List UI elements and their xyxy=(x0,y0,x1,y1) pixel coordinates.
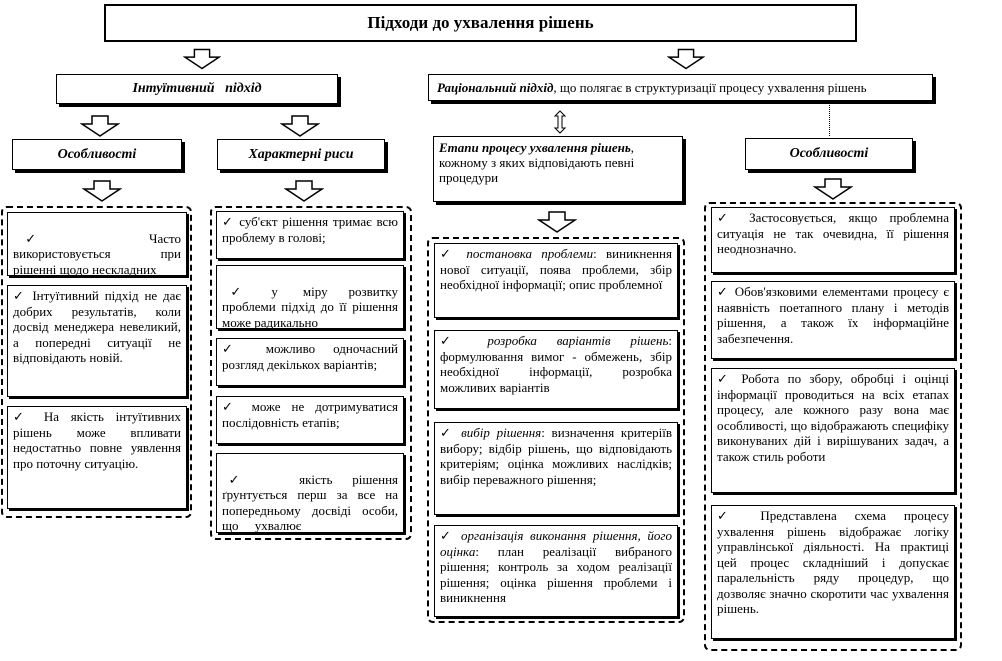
diagram-title xyxy=(104,4,857,42)
arrow-to-traits-icon xyxy=(280,115,320,137)
stage-2-name: розробка варіантів рішень xyxy=(487,333,669,348)
rational-feature-1 xyxy=(711,207,955,273)
stage-3: ✓ вибір рішення: визначення критеріїв вибору; відбір рішень, що відповідають критеріям; оцінка можливих наслідків; вибір переважного рішення; xyxy=(434,422,678,515)
intuitive-features-label: Особливості xyxy=(57,146,137,162)
rational-approach-header xyxy=(428,74,933,101)
intuitive-approach-header xyxy=(56,74,338,104)
trait-3 xyxy=(216,338,404,386)
stage-1: ✓ постановка проблеми: виникнення нової ситуації, поява проблеми, збір необхідної інформації; опис проблемної xyxy=(434,243,678,318)
stage-3-text: : визначення критеріїв вибору; відбір рішень, що відповідають критеріям; оцінка можливих наслідків; вибір переважного рішення; xyxy=(440,425,672,487)
rational-feature-3-text: ✓ Робота по збору, обробці і оцінці інформації проводиться на всіх етапах процесу, але кожного разу вона має особливості, що відображають специфіку виконуваних дій і вирішуваних задач, а також стиль роботи xyxy=(717,371,949,464)
arrow-to-intuitive-features-list-icon xyxy=(82,180,122,202)
trait-5-text: ✓ якість рішення ґрунтується перш за все на попередньому досвіді особи, що ухвалює xyxy=(222,471,415,533)
dotted-connector xyxy=(829,102,830,136)
intuitive-approach-label: Інтуїтивний підхід xyxy=(132,81,262,96)
rational-features-header xyxy=(745,138,913,170)
trait-1 xyxy=(216,211,404,259)
arrow-to-intuitive-features-icon xyxy=(80,115,120,137)
trait-2-text: ✓ у міру розвитку проблеми підхід до її рішення може радикально xyxy=(222,283,402,330)
diagram-title-text: Підходи до ухвалення рішень xyxy=(367,13,594,32)
stage-2: ✓ розробка варіантів рішень: формулювання вимог - обмежень, збір необхідної інформації, розробка можливих варіантів xyxy=(434,330,678,409)
stage-4: ✓ організація виконання рішення, його оцінка: план реалізації вибраного рішення; контроль за ходом реалізації рішення; оцінка рішення проблеми і виникнення xyxy=(434,525,678,617)
rational-approach-description: , що полягає в структуризації процесу ухвалення рішень xyxy=(553,80,867,95)
stages-label: Етапи процесу ухвалення рішень xyxy=(439,140,631,155)
stage-2-text: : формулювання вимог - обмежень, збір необхідної інформації, розробка можливих варіантів xyxy=(440,333,672,395)
intuitive-feature-2 xyxy=(7,285,187,397)
rational-feature-2-text: ✓ Обов'язковими елементами процесу є наявність поетапного плану і методів рішення, а також їх інформаційне забезпечення. xyxy=(717,284,949,346)
intuitive-features-header xyxy=(12,139,182,170)
rational-feature-4 xyxy=(711,505,955,639)
arrow-to-stages-list-icon xyxy=(537,211,577,233)
stage-3-name: вибір рішення xyxy=(461,425,542,440)
rational-features-label: Особливості xyxy=(789,146,869,161)
traits-header xyxy=(217,139,385,170)
arrow-to-traits-list-icon xyxy=(284,180,324,202)
rational-feature-2 xyxy=(711,281,955,359)
arrow-to-rational-features-list-icon xyxy=(813,178,853,200)
rational-feature-1-text: ✓ Застосовується, якщо проблемна ситуація не так очевидна, її рішення неоднозначно. xyxy=(717,210,949,256)
traits-label: Характерні риси xyxy=(248,146,354,162)
trait-5 xyxy=(216,453,415,533)
rational-feature-4-text: ✓ Представлена схема процесу ухвалення рішень відображає логіку управлінської діяльності. На практиці цей процес складніший і допускає паралельність ряду процедур, що дозволяє значно скоротити час ухвалення рішень. xyxy=(717,508,949,616)
rational-feature-3 xyxy=(711,368,955,493)
trait-4-text: ✓ може не дотримуватися послідовність етапів; xyxy=(222,399,398,430)
intuitive-feature-1 xyxy=(7,212,187,276)
arrow-to-intuitive-icon xyxy=(183,48,221,70)
intuitive-feature-1-text: ✓ Часто використовується при рішенні щодо нескладних xyxy=(13,230,185,277)
arrow-to-rational-icon xyxy=(667,48,705,70)
intuitive-feature-3 xyxy=(7,406,187,509)
stage-4-name: організація виконання рішення, його оцінка xyxy=(440,528,672,559)
trait-3-text: ✓ можливо одночасний розгляд декількох варіантів; xyxy=(222,341,398,372)
intuitive-feature-2-text: ✓ Інтуїтивний підхід не дає добрих результатів, коли досвід менеджера невеликий, а попередні ситуації не відповідають новій. xyxy=(13,288,181,365)
trait-4 xyxy=(216,396,404,444)
stage-4-text: : план реалізації вибраного рішення; контроль за ходом реалізації рішення; оцінка рішення проблеми і виникнення xyxy=(440,543,672,605)
trait-1-text: ✓ суб'єкт рішення тримає всю проблему в голові; xyxy=(222,214,398,245)
intuitive-feature-3-text: ✓ На якість інтуїтивних рішень може впливати недостатньо повне уявлення про поточну ситуацію. xyxy=(13,409,181,471)
stage-1-name: постановка проблеми xyxy=(466,246,594,261)
rational-approach-label: Раціональний підхід xyxy=(437,80,554,95)
trait-2 xyxy=(216,265,404,329)
double-arrow-to-stages-icon xyxy=(553,110,567,134)
stages-header xyxy=(433,136,683,202)
stage-1-text: : виникнення нової ситуації, поява проблеми, збір необхідної інформації; опис проблемної xyxy=(440,246,672,292)
stages-description: , кожному з яких відповідають певні процедури xyxy=(439,140,635,185)
